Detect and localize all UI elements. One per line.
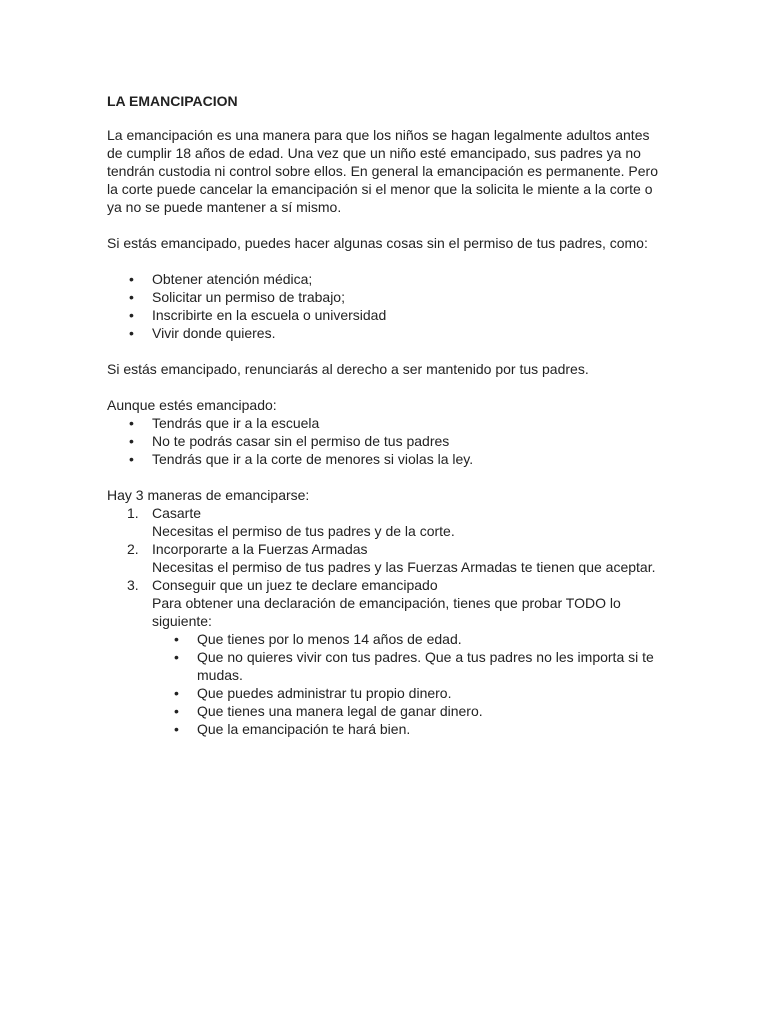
- list-item: • Tendrás que ir a la corte de menores si violas la ley.: [107, 450, 662, 468]
- way-title: Conseguir que un juez te declare emancipado: [152, 577, 438, 593]
- way-title: Incorporarte a la Fuerzas Armadas: [152, 541, 368, 557]
- spacer: [107, 342, 662, 360]
- spacer: [107, 216, 662, 234]
- ways-list: [107, 504, 662, 738]
- spacer: [107, 468, 662, 486]
- way-item: [107, 540, 662, 576]
- list-item: • No te podrás casar sin el permiso de tus padres: [107, 432, 662, 450]
- way-number: 3.: [127, 577, 139, 593]
- list-item: • Que puedes administrar tu propio dinero.: [152, 684, 662, 702]
- way-detail: Necesitas el permiso de tus padres y las Fuerzas Armadas te tienen que aceptar.: [152, 559, 656, 575]
- list-item: • Inscribirte en la escuela o universidad: [107, 306, 662, 324]
- spacer: [107, 252, 662, 270]
- way-number: 2.: [127, 541, 139, 557]
- list-item: • Que tienes por lo menos 14 años de edad.: [152, 630, 662, 648]
- way-detail: Para obtener una declaración de emancipación, tienes que probar TODO lo siguiente:: [152, 595, 621, 629]
- even-if-list: [107, 414, 662, 468]
- even-if-intro: Aunque estés emancipado:: [107, 397, 277, 413]
- list-item: • Que tienes una manera legal de ganar dinero.: [152, 702, 662, 720]
- ways-intro: Hay 3 maneras de emanciparse:: [107, 487, 310, 503]
- way-title: Casarte: [152, 505, 202, 521]
- renounce-paragraph: Si estás emancipado, renunciarás al derecho a ser mantenido por tus padres.: [107, 361, 589, 377]
- list-item: • Tendrás que ir a la escuela: [107, 414, 662, 432]
- intro-paragraph: La emancipación es una manera para que los niños se hagan legalmente adultos antes de cumplir 18 años de edad. Una vez que un niño esté emancipado, sus padres ya no tendrán custodia ni control sobre ellos. En general la emancipación es permanente. Pero la corte puede cancelar la emancipación si el menor que la solicita le miente a la corte o ya no se puede mantener a sí mismo.: [107, 127, 658, 215]
- list-item: • Vivir donde quieres.: [107, 324, 662, 342]
- document-page: [107, 92, 662, 738]
- list-item: • Solicitar un permiso de trabajo;: [107, 288, 662, 306]
- way-detail: Necesitas el permiso de tus padres y de la corte.: [152, 523, 455, 539]
- requirements-list: [152, 630, 662, 738]
- way-item: [107, 576, 662, 738]
- list-item: • Obtener atención médica;: [107, 270, 662, 288]
- document-title: LA EMANCIPACION: [107, 93, 238, 109]
- list-item: • Que no quieres vivir con tus padres. Que a tus padres no les importa si te mudas.: [152, 648, 662, 684]
- list-item: • Que la emancipación te hará bien.: [152, 720, 662, 738]
- can-do-list: [107, 270, 662, 342]
- way-item: [107, 504, 662, 540]
- way-number: 1.: [127, 505, 139, 521]
- spacer: [107, 378, 662, 396]
- can-do-intro: Si estás emancipado, puedes hacer algunas cosas sin el permiso de tus padres, como:: [107, 235, 648, 251]
